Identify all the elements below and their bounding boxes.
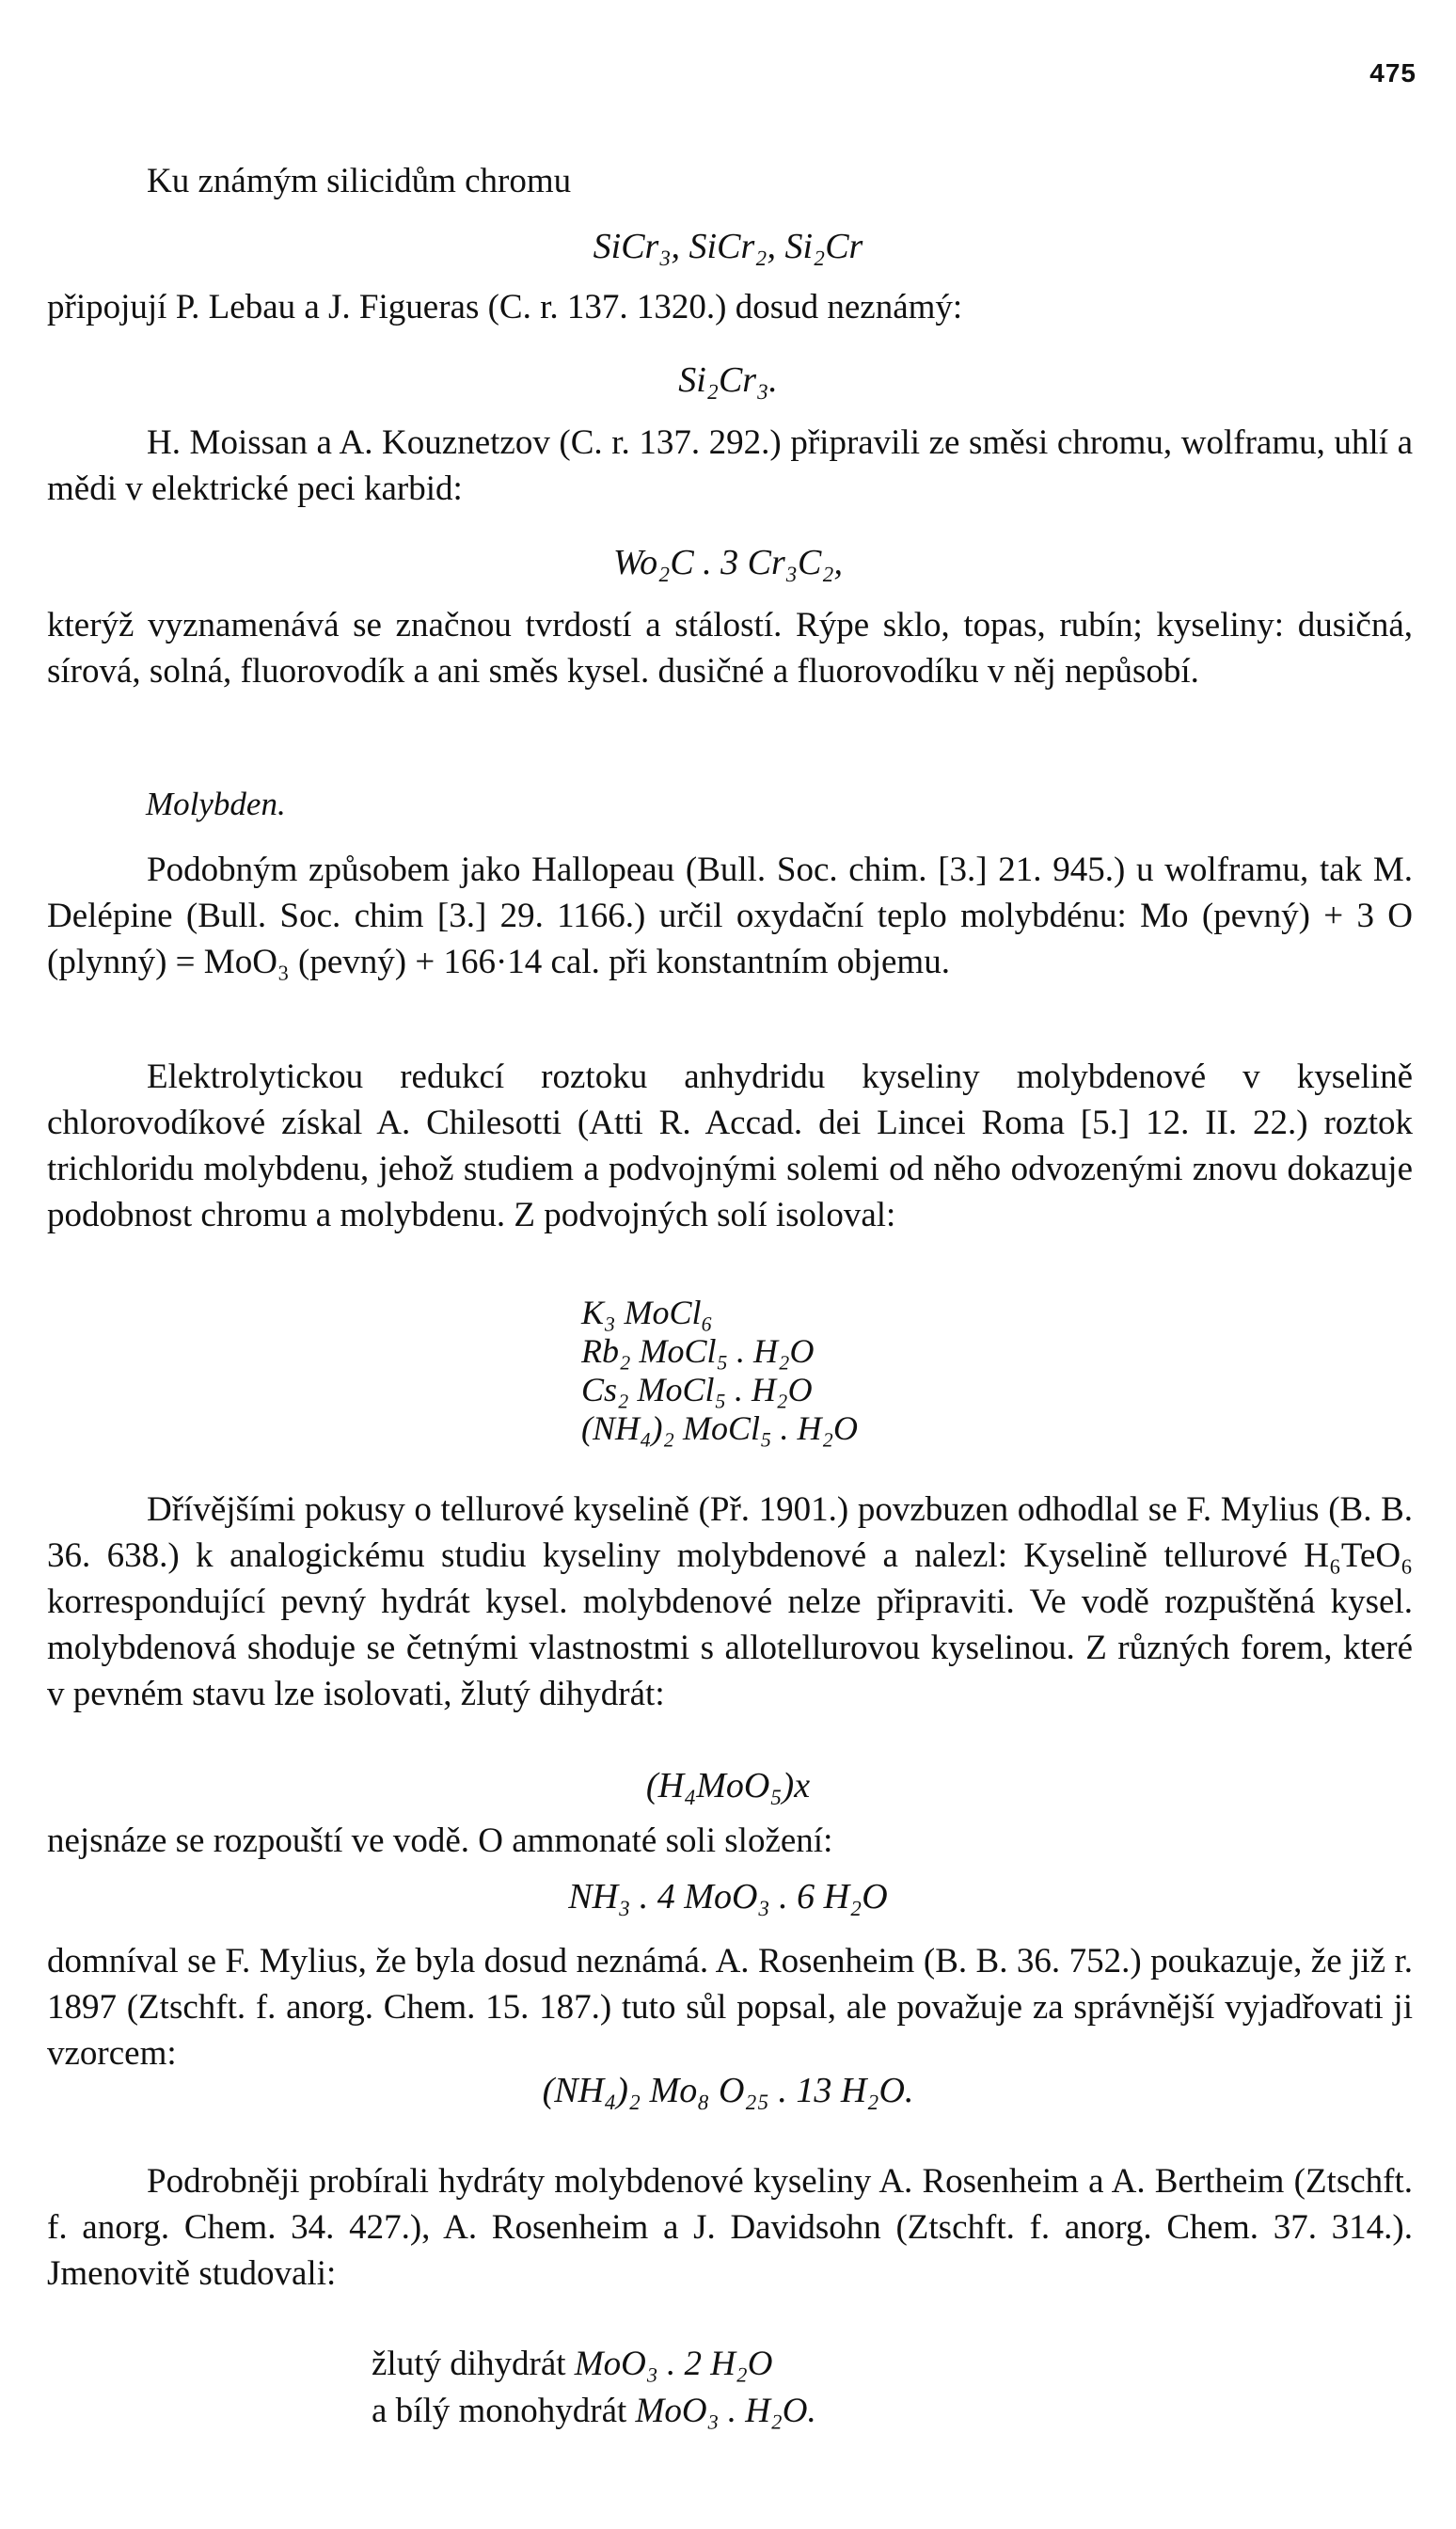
paragraph-silicides: Ku známým silicidům chromu xyxy=(147,162,572,200)
paragraph-moissan: H. Moissan a A. Kouznetzov (C. r. 137. 292.) připravili ze směsi chromu, wolframu, uhlí a mědi v elektrické peci karbid: xyxy=(47,423,1413,508)
double-salts-list xyxy=(581,1294,858,1448)
hydrate-label: a bílý monohydrát xyxy=(372,2392,627,2430)
paragraph-hydrates: Podrobněji probírali hydráty molybdenové kyseliny A. Rosenheim a A. Bertheim (Ztschft. f. anorg. Chem. 34. 427.), A. Rosenheim a J. Davidsohn (Ztschft. f. anorg. Chem. 37. 314.). Jmenovitě studovali: xyxy=(47,2162,1413,2293)
hydrate-formula: MoO₃ . 2 H₂O xyxy=(574,2345,773,2383)
hydrate-row xyxy=(372,2388,816,2435)
hydrates-list xyxy=(372,2341,816,2435)
salt-formula: K₃ MoCl₆ xyxy=(581,1294,714,1331)
formula-ammonium-molybdate: NH₃ . 4 MoO₃ . 6 H₂O xyxy=(568,1877,888,1917)
paragraph-lebau: připojují P. Lebau a J. Figueras (C. r. 137. 1320.) dosud neznámý: xyxy=(47,288,963,326)
paragraph-hardness: kterýž vyznamenává se značnou tvrdostí a stálostí. Rýpe sklo, topas, rubín; kyseliny: dusičná, sírová, solná, fluorovodík a ani směs kysel. dusičné a fluorovodíku v něj nepůsobí. xyxy=(47,606,1413,691)
salt-formula: Rb₂ MoCl₅ . H₂O xyxy=(581,1332,815,1370)
formula-silicides: SiCr₃, SiCr₂, Si₂Cr xyxy=(593,227,863,266)
formula-si2cr3: Si₂Cr₃. xyxy=(678,360,778,400)
formula-rosenheim: (NH₄)₂ Mo₈ O₂₅ . 13 H₂O. xyxy=(542,2071,914,2110)
paragraph-electrolysis: Elektrolytickou redukcí roztoku anhydridu kyseliny molybdenové v kyselině chlorovodíkové získal A. Chilesotti (Atti R. Accad. dei Lincei Roma [5.] 12. II. 22.) roztok trichloridu molybdenu, jehož studiem a podvojnými solemi od něho odvozenými znovu dokazuje podobnost chromu a molybdenu. Z podvojných solí isoloval: xyxy=(47,1058,1413,1234)
hydrate-label: žlutý dihydrát xyxy=(372,2345,566,2383)
salt-formula: (NH₄)₂ MoCl₅ . H₂O xyxy=(581,1409,859,1447)
paragraph-mylius: Dřívějšími pokusy o tellurové kyselině (Př. 1901.) povzbuzen odhodlal se F. Mylius (B. B. 36. 638.) k analogickému studiu kyseliny molybdenové a nalezl: Kyselině tellurové H₆TeO₆ korrespondující pevný hydrát kysel. molybdenové nelze připraviti. Ve vodě rozpuštěná kysel. molybdenová shoduje se četnými vlastnostmi s allotellurovou kyselinou. Z různých forem, které v pevném stavu lze isolovati, žlutý dihydrát: xyxy=(47,1490,1413,1713)
paragraph-ammonium-salt: nejsnáze se rozpouští ve vodě. O ammonaté soli složení: xyxy=(47,1821,833,1860)
paragraph-rosenheim: domníval se F. Mylius, že byla dosud neznámá. A. Rosenheim (B. B. 36. 752.) poukazuje, že již r. 1897 (Ztschft. f. anorg. Chem. 15. 187.) tuto sůl popsal, ale považuje za správnější vyjadřovati ji vzorcem: xyxy=(47,1942,1413,2073)
hydrate-row xyxy=(372,2341,816,2388)
salt-formula: Cs₂ MoCl₅ . H₂O xyxy=(581,1371,813,1408)
page-number: 475 xyxy=(1369,58,1416,87)
paragraph-oxidation-heat: Podobným způsobem jako Hallopeau (Bull. Soc. chim. [3.] 21. 945.) u wolframu, tak M. Delépine (Bull. Soc. chim [3.] 29. 1166.) určil oxydační teplo molybdénu: Mo (pevný) + 3 O (plynný) = MoO₃ (pevný) + 166·14 cal. při konstantním objemu. xyxy=(47,851,1413,981)
section-heading-molybden: Molybden. xyxy=(146,786,286,822)
formula-carbide: Wo₂C . 3 Cr₃C₂, xyxy=(612,543,844,582)
hydrate-formula: MoO₃ . H₂O. xyxy=(635,2392,816,2430)
formula-dihydrate: (H₄MoO₅)x xyxy=(645,1766,811,1805)
